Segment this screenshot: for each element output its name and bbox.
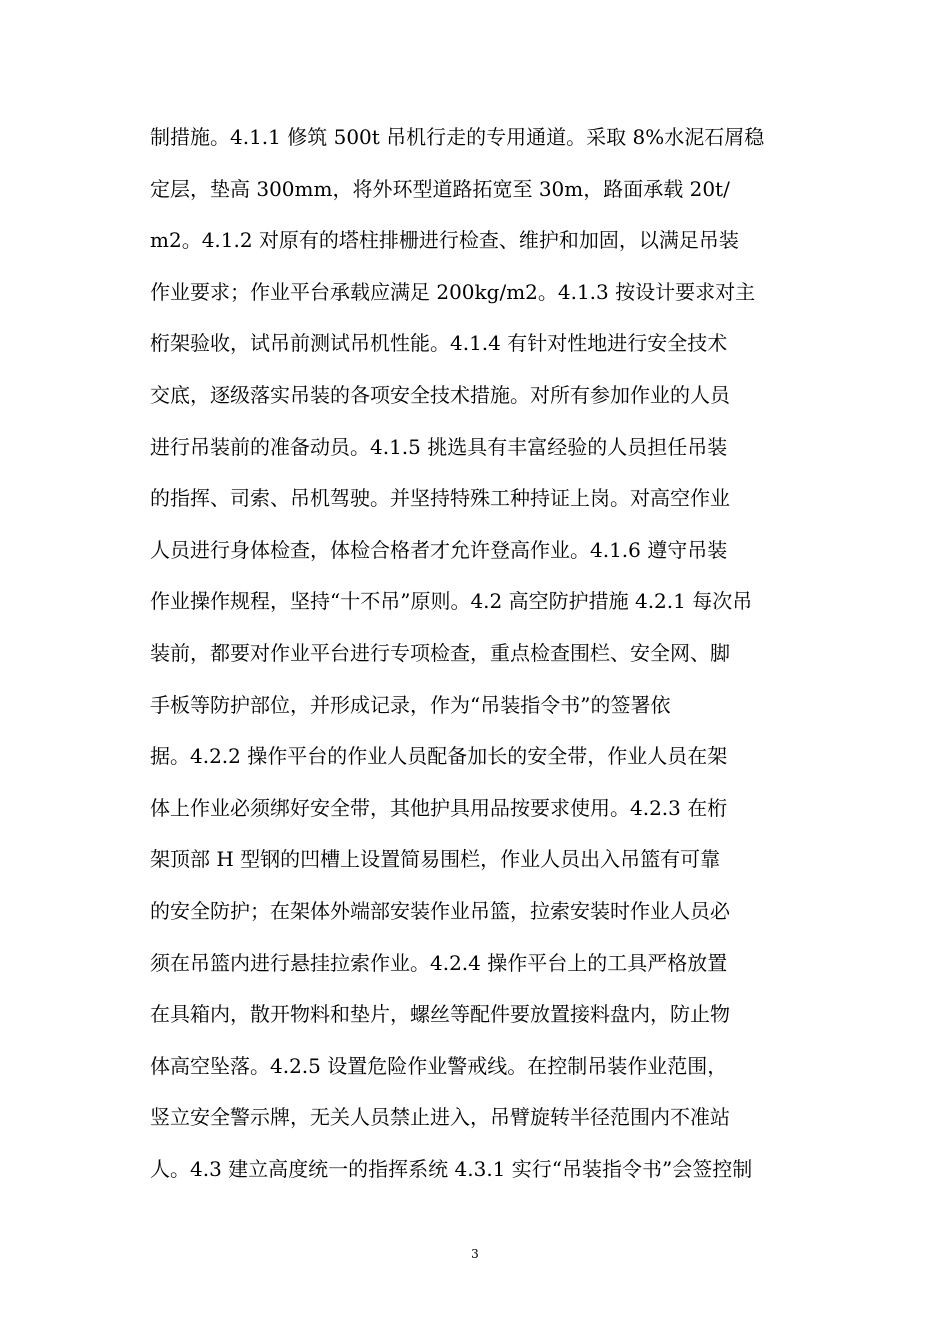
text-line: 桁架验收，试吊前测试吊机性能。4.1.4 有针对性地进行安全技术 <box>150 331 728 356</box>
text-line: 装前，都要对作业平台进行专项检查，重点检查围栏、安全网、脚 <box>150 640 730 665</box>
text-line: 体高空坠落。4.2.5 设置危险作业警戒线。在控制吊装作业范围， <box>150 1053 728 1078</box>
text-line: 定层，垫高 300mm，将外环型道路拓宽至 30m，路面承载 20t/ <box>150 176 730 201</box>
text-line: 作业要求；作业平台承载应满足 200kg/m2。4.1.3 按设计要求对主 <box>150 279 756 304</box>
text-line: 制措施。4.1.1 修筑 500t 吊机行走的专用通道。采取 8%水泥石屑稳 <box>150 125 765 149</box>
page-number: 3 <box>471 1247 479 1261</box>
text-line: 竖立安全警示牌，无关人员禁止进入，吊臂旋转半径范围内不准站 <box>150 1105 730 1130</box>
text-line: 据。4.2.2 操作平台的作业人员配备加长的安全带，作业人员在架 <box>150 744 728 769</box>
text-line: 架顶部 H 型钢的凹槽上设置简易围栏，作业人员出入吊篮有可靠 <box>150 847 721 872</box>
text-line: 进行吊装前的准备动员。4.1.5 挑选具有丰富经验的人员担任吊装 <box>150 434 728 459</box>
text-line: 在具箱内，散开物料和垫片，螺丝等配件要放置接料盘内，防止物 <box>150 1002 730 1027</box>
text-line: 体上作业必须绑好安全带，其他护具用品按要求使用。4.2.3 在桁 <box>150 795 728 820</box>
text-line: m2。4.1.2 对原有的塔柱排栅进行检查、维护和加固，以满足吊装 <box>150 228 739 253</box>
text-line: 的安全防护；在架体外端部安装作业吊篮，拉索安装时作业人员必 <box>150 898 730 923</box>
text-line: 人。4.3 建立高度统一的指挥系统 4.3.1 实行“吊装指令书”会签控制 <box>150 1156 753 1181</box>
text-line: 的指挥、司索、吊机驾驶。并坚持特殊工种持证上岗。对高空作业 <box>150 486 730 511</box>
text-line: 作业操作规程，坚持“十不吊”原则。4.2 高空防护措施 4.2.1 每次吊 <box>150 589 753 614</box>
text-line: 交底，逐级落实吊装的各项安全技术措施。对所有参加作业的人员 <box>150 382 730 407</box>
text-line: 须在吊篮内进行悬挂拉索作业。4.2.4 操作平台上的工具严格放置 <box>150 950 728 975</box>
text-line: 手板等防护部位，并形成记录，作为“吊装指令书”的签署依 <box>150 692 671 717</box>
text-line: 人员进行身体检查，体检合格者才允许登高作业。4.1.6 遵守吊装 <box>150 537 728 562</box>
body-text <box>150 112 810 1195</box>
